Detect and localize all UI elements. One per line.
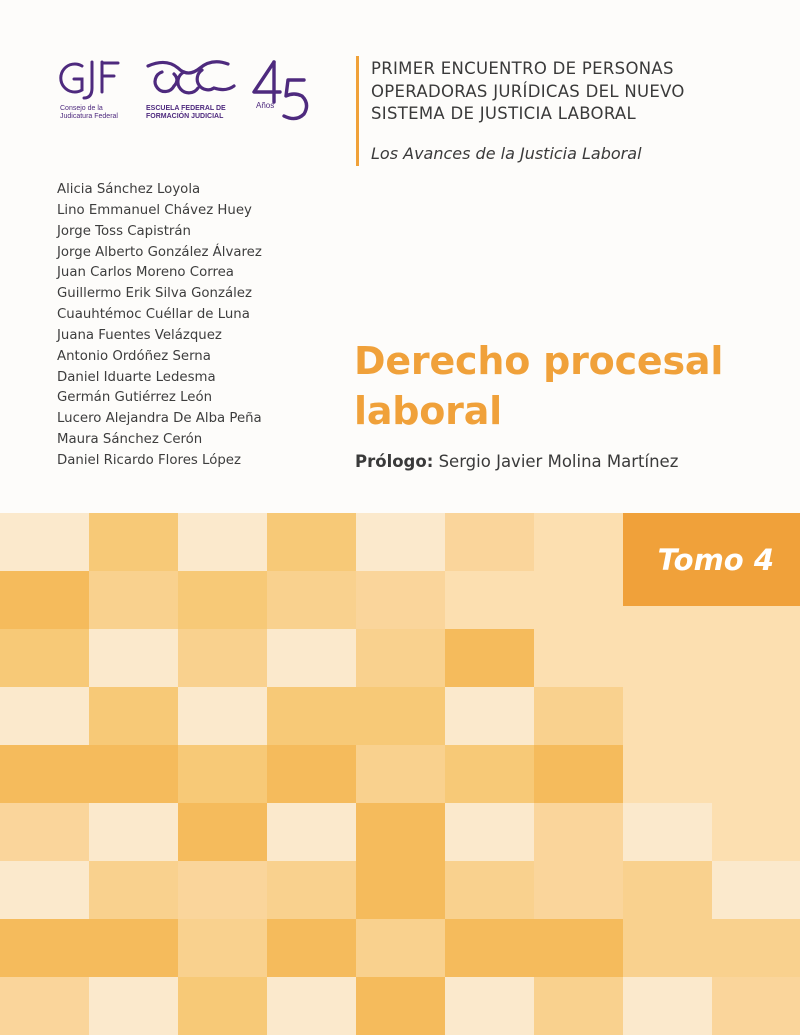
- pattern-tile: [534, 745, 624, 804]
- pattern-tile: [356, 977, 446, 1035]
- pattern-tile: [178, 629, 268, 688]
- author-name: Juan Carlos Moreno Correa: [57, 265, 234, 281]
- author-name: Jorge Alberto González Álvarez: [57, 244, 262, 260]
- pattern-tile: [623, 919, 713, 978]
- prologue-author: Sergio Javier Molina Martínez: [438, 452, 679, 471]
- pattern-tile: [623, 745, 713, 804]
- pattern-tile: [89, 861, 179, 920]
- pattern-tile: [623, 687, 713, 746]
- pattern-tile: [178, 803, 268, 862]
- pattern-tile: [267, 513, 357, 572]
- pattern-tile: [267, 745, 357, 804]
- pattern-tile: [445, 803, 535, 862]
- anniversary-45-logo: [250, 58, 312, 124]
- pattern-tile: [356, 571, 446, 630]
- author-name: Maura Sánchez Cerón: [57, 432, 203, 448]
- pattern-tile: [445, 919, 535, 978]
- pattern-tile: [712, 803, 800, 862]
- pattern-tile: [445, 571, 535, 630]
- event-title-line: SISTEMA DE JUSTICIA LABORAL: [371, 104, 636, 123]
- pattern-tile: [89, 571, 179, 630]
- event-title-line: OPERADORAS JURÍDICAS DEL NUEVO: [371, 81, 685, 101]
- pattern-tile: [534, 919, 624, 978]
- author-name: Juana Fuentes Velázquez: [57, 327, 222, 343]
- cjf-caption: Consejo de la Judicatura Federal: [60, 105, 118, 120]
- pattern-tile: [356, 629, 446, 688]
- author-name: Daniel Iduarte Ledesma: [57, 369, 216, 385]
- pattern-tile: [445, 629, 535, 688]
- pattern-tile: [178, 687, 268, 746]
- pattern-tile: [178, 745, 268, 804]
- pattern-tile: [267, 861, 357, 920]
- pattern-tile: [89, 629, 179, 688]
- event-subtitle: Los Avances de la Justicia Laboral: [371, 144, 642, 163]
- pattern-tile: [267, 629, 357, 688]
- pattern-tile: [0, 977, 90, 1035]
- prologue-credit: [355, 452, 678, 471]
- pattern-tile: [445, 745, 535, 804]
- pattern-tile: [89, 919, 179, 978]
- pattern-tile: [267, 919, 357, 978]
- volume-badge: [623, 513, 800, 606]
- book-title-line: laboral: [354, 389, 502, 433]
- author-name: Lucero Alejandra De Alba Peña: [57, 411, 262, 427]
- pattern-tile: [0, 513, 90, 572]
- author-name: Germán Gutiérrez León: [57, 390, 213, 406]
- pattern-tile: [178, 571, 268, 630]
- pattern-tile: [0, 803, 90, 862]
- author-name: Cuauhtémoc Cuéllar de Luna: [57, 307, 250, 323]
- pattern-tile: [712, 629, 800, 688]
- pattern-tile: [267, 571, 357, 630]
- pattern-tile: [712, 977, 800, 1035]
- pattern-tile: [445, 861, 535, 920]
- pattern-tile: [534, 977, 624, 1035]
- pattern-tile: [534, 687, 624, 746]
- volume-label: Tomo 4: [657, 543, 774, 577]
- book-title: [354, 336, 774, 436]
- author-list: [57, 180, 262, 472]
- pattern-tile: [0, 687, 90, 746]
- book-title-line: Derecho procesal: [354, 339, 724, 383]
- pattern-tile: [445, 513, 535, 572]
- cjf-logo: [58, 58, 128, 104]
- pattern-tile: [0, 629, 90, 688]
- author-name: Jorge Toss Capistrán: [57, 223, 191, 239]
- pattern-tile: [89, 513, 179, 572]
- pattern-tile: [267, 803, 357, 862]
- event-title-line: PRIMER ENCUENTRO DE PERSONAS: [371, 59, 674, 78]
- pattern-tile: [89, 745, 179, 804]
- author-name: Alicia Sánchez Loyola: [57, 182, 201, 197]
- efff-logo: [144, 58, 240, 104]
- pattern-tile: [534, 861, 624, 920]
- pattern-tile: [89, 687, 179, 746]
- pattern-tile: [623, 803, 713, 862]
- author-name: Lino Emmanuel Chávez Huey: [57, 202, 252, 218]
- efff-caption: ESCUELA FEDERAL DE FORMACIÓN JUDICIAL: [146, 105, 226, 120]
- pattern-tile: [712, 861, 800, 920]
- pattern-tile: [0, 919, 90, 978]
- pattern-tile: [356, 861, 446, 920]
- pattern-tile: [623, 629, 713, 688]
- pattern-tile: [178, 861, 268, 920]
- prologue-label: Prólogo:: [355, 452, 434, 471]
- pattern-tile: [623, 861, 713, 920]
- pattern-tile: [534, 629, 624, 688]
- pattern-tile: [267, 687, 357, 746]
- pattern-tile: [712, 919, 800, 978]
- pattern-tile: [0, 571, 90, 630]
- pattern-tile: [356, 745, 446, 804]
- pattern-tile: [267, 977, 357, 1035]
- pattern-tile: [178, 977, 268, 1035]
- pattern-tile: [534, 803, 624, 862]
- pattern-tile: [534, 571, 624, 630]
- header-accent-bar: [356, 56, 359, 166]
- pattern-tile: [534, 513, 624, 572]
- pattern-tile: [0, 861, 90, 920]
- pattern-tile: [0, 745, 90, 804]
- pattern-tile: [89, 803, 179, 862]
- pattern-tile: [178, 513, 268, 572]
- author-name: Daniel Ricardo Flores López: [57, 452, 241, 468]
- event-title: [371, 58, 791, 126]
- author-name: Antonio Ordóñez Serna: [57, 348, 211, 364]
- pattern-tile: [178, 919, 268, 978]
- pattern-tile: [89, 977, 179, 1035]
- pattern-tile: [712, 745, 800, 804]
- author-name: Guillermo Erik Silva González: [57, 286, 252, 302]
- pattern-tile: [356, 687, 446, 746]
- pattern-tile: [445, 977, 535, 1035]
- pattern-tile: [356, 919, 446, 978]
- pattern-tile: [356, 513, 446, 572]
- pattern-tile: [623, 977, 713, 1035]
- svg-text:Años: Años: [256, 101, 275, 110]
- pattern-tile: [356, 803, 446, 862]
- pattern-tile: [712, 687, 800, 746]
- pattern-tile: [445, 687, 535, 746]
